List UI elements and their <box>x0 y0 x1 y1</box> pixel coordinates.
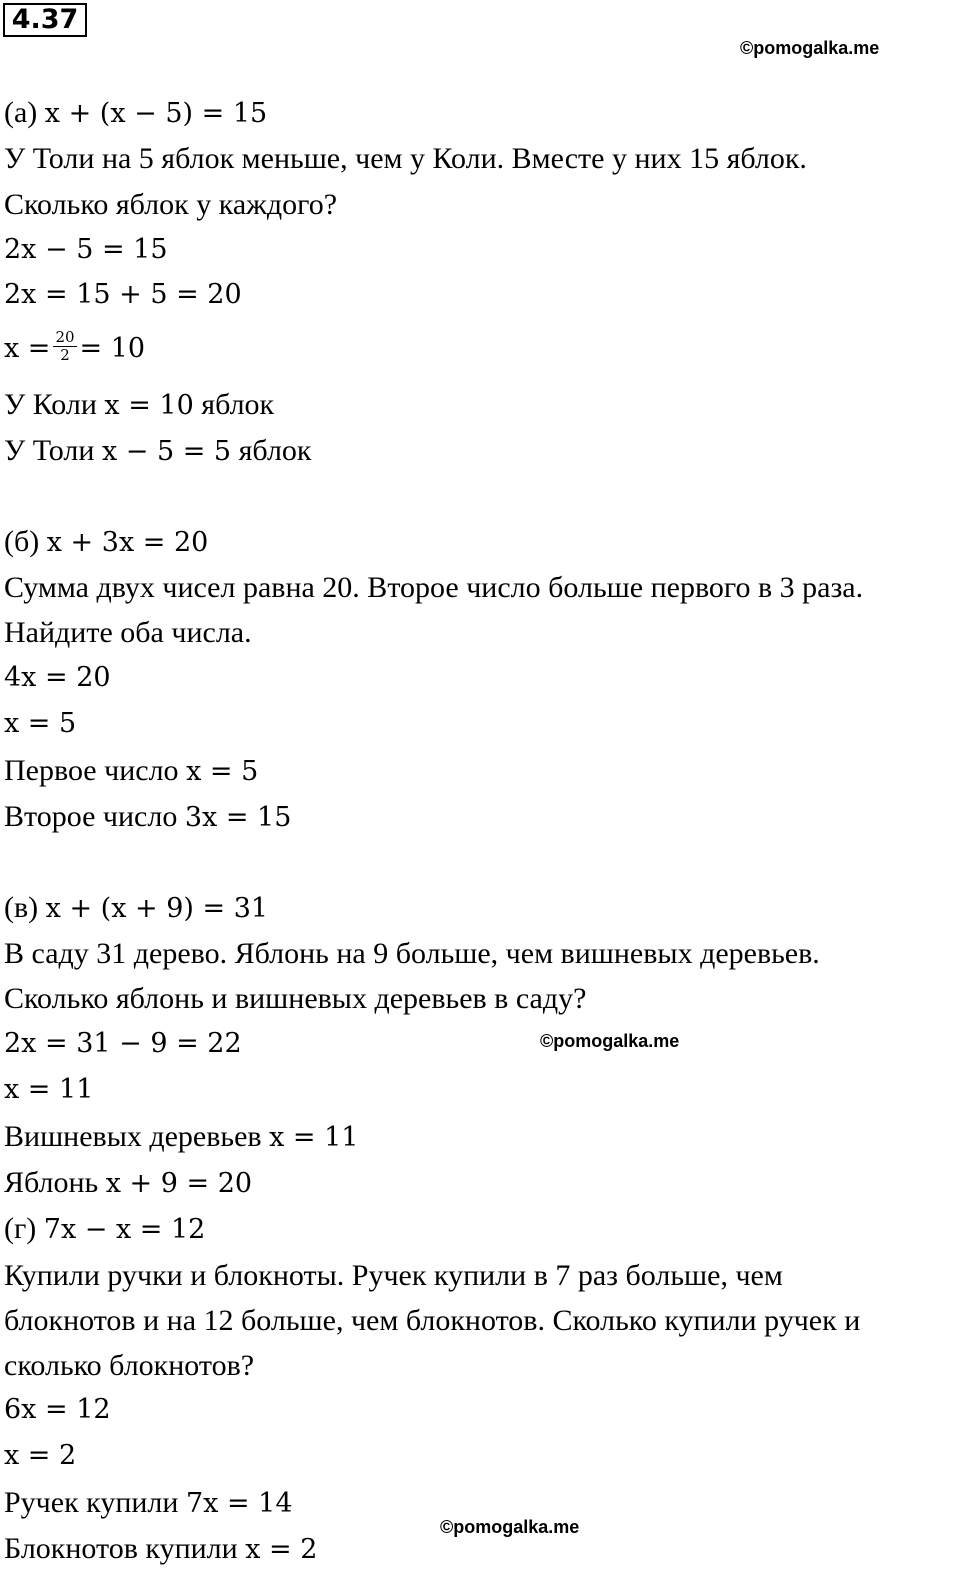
task-number: 4.37 <box>3 3 87 37</box>
watermark-middle: ©pomogalka.me <box>540 1031 680 1051</box>
part-a-step-1: 2x − 5 = 15 <box>4 234 168 265</box>
answer-math: x − 5 = 5 <box>101 436 232 467</box>
part-b-label: (б) <box>4 525 40 558</box>
answer-text: У Толи <box>4 434 95 467</box>
part-d-text-line-3: сколько блокнотов? <box>4 1349 255 1382</box>
answer-math: x = 10 <box>104 390 194 421</box>
part-c-answer-2 <box>4 1165 252 1202</box>
part-a-step-3 <box>4 328 146 367</box>
answer-math: 7x = 14 <box>185 1488 293 1519</box>
fraction <box>53 329 76 364</box>
part-a-answer-1 <box>4 387 274 424</box>
answer-math: x + 9 = 20 <box>105 1168 253 1199</box>
answer-math: x = 2 <box>245 1534 318 1565</box>
answer-text: Яблонь <box>4 1166 99 1199</box>
answer-math: x = 5 <box>186 756 259 787</box>
part-b-step-2: x = 5 <box>4 708 77 739</box>
answer-text: У Коли <box>4 388 97 421</box>
part-a-label: (а) <box>4 96 38 129</box>
part-d-equation: 7x − x = 12 <box>43 1214 206 1245</box>
part-b-answer-2 <box>4 799 291 836</box>
part-c-text-line-2: Сколько яблонь и вишневых деревьев в саду? <box>4 982 587 1015</box>
answer-unit: яблок <box>238 434 312 467</box>
part-d-text-line-1: Купили ручки и блокноты. Ручек купили в 7 раз больше, чем <box>4 1259 783 1292</box>
part-a-text-line-2: Сколько яблок у каждого? <box>4 188 338 221</box>
part-b-text-line-1: Сумма двух чисел равна 20. Второе число больше первого в 3 раза. <box>4 571 864 604</box>
part-b-text-line-2: Найдите оба числа. <box>4 616 252 649</box>
part-a-heading <box>4 95 267 132</box>
answer-text: Блокнотов купили <box>4 1532 238 1565</box>
answer-text: Первое число <box>4 754 179 787</box>
fraction-numerator: 20 <box>55 328 75 346</box>
part-b-equation: x + 3x = 20 <box>46 527 209 558</box>
answer-text: Ручек купили <box>4 1486 179 1519</box>
part-d-answer-1 <box>4 1485 293 1522</box>
answer-text: Вишневых деревьев <box>4 1120 262 1153</box>
part-a-text-line-1: У Толи на 5 яблок меньше, чем у Коли. Вместе у них 15 яблок. <box>4 142 807 175</box>
part-b-heading <box>4 524 208 561</box>
part-c-text-line-1: В саду 31 дерево. Яблонь на 9 больше, чем вишневых деревьев. <box>4 937 820 970</box>
part-d-step-1: 6x = 12 <box>4 1394 111 1425</box>
part-c-step-2: x = 11 <box>4 1074 94 1105</box>
answer-math: 3x = 15 <box>184 802 292 833</box>
part-b-step-1: 4x = 20 <box>4 662 111 693</box>
part-a-answer-2 <box>4 433 312 470</box>
part-a-step-2: 2x = 15 + 5 = 20 <box>4 279 242 310</box>
part-c-equation: x + (x + 9) = 31 <box>45 893 269 924</box>
part-c-label: (в) <box>4 891 39 924</box>
answer-text: Второе число <box>4 800 178 833</box>
part-d-label: (г) <box>4 1212 37 1245</box>
answer-unit: яблок <box>201 388 275 421</box>
watermark-top: ©pomogalka.me <box>740 38 880 58</box>
answer-math: x = 11 <box>269 1122 359 1153</box>
fraction-denominator: 2 <box>60 346 70 364</box>
watermark-bottom: ©pomogalka.me <box>440 1517 580 1537</box>
part-d-step-2: x = 2 <box>4 1440 77 1471</box>
part-d-text-line-2: блокнотов и на 12 больше, чем блокнотов. Сколько купили ручек и <box>4 1304 861 1337</box>
part-b-answer-1 <box>4 753 258 790</box>
part-c-heading <box>4 890 268 927</box>
step-3-lhs: x = <box>4 333 51 364</box>
part-d-heading <box>4 1211 205 1248</box>
part-c-step-1: 2x = 31 − 9 = 22 <box>4 1028 242 1059</box>
part-a-equation: x + (x − 5) = 15 <box>44 98 268 129</box>
part-c-answer-1 <box>4 1119 358 1156</box>
part-d-answer-2 <box>4 1531 317 1568</box>
step-3-rhs: = 10 <box>79 333 146 364</box>
